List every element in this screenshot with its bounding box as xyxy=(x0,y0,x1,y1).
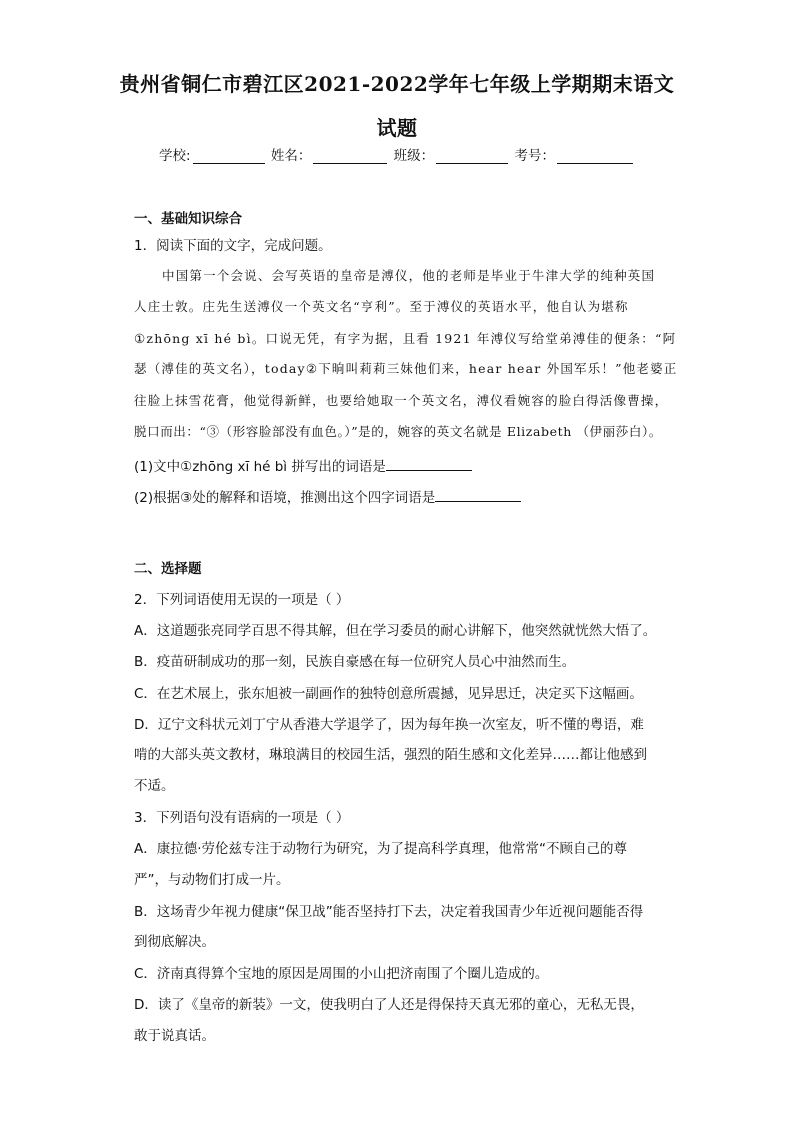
q2-stem: 2．下列词语使用无误的一项是（ ） xyxy=(134,592,350,608)
q1-sub1 xyxy=(134,455,472,475)
q1-stem: 1．阅读下面的文字，完成问题。 xyxy=(134,238,332,254)
q2-option-b: B．疫苗研制成功的那一刻，民族自豪感在每一位研究人员心中油然而生。 xyxy=(134,654,576,670)
q2-option-d: D．辽宁文科状元刘丁宁从香港大学退学了，因为每年换一次室友，听不懂的粤语，难 xyxy=(134,717,644,733)
q3-option-d: D．读了《皇帝的新装》一文，使我明白了人还是得保持天真无邪的童心，无私无畏， xyxy=(134,997,644,1013)
q3-option-a: A．康拉德·劳伦兹专注于动物行为研究，为了提高科学真理，他常常“不顾自己的尊 xyxy=(134,841,628,857)
passage-line: ①zhōng xī hé bì。口说无凭，有字为据，且看 1921 年溥仪写给堂弟溥佳的便条：“阿 xyxy=(134,331,677,346)
exam-no-label: 考号： xyxy=(514,148,555,164)
q3-option-b-continued: 到彻底解决。 xyxy=(134,934,215,950)
q2-option-c: C．在艺术展上，张东旭被一副画作的独特创意所震撼，见异思迁，决定买下这幅画。 xyxy=(134,686,643,702)
passage-line: 中国第一个会说、会写英语的皇帝是溥仪，他的老师是毕业于牛津大学的纯种英国 xyxy=(162,268,656,283)
q3-option-b: B．这场青少年视力健康“保卫战”能否坚持打下去，决定着我国青少年近视问题能否得 xyxy=(134,904,644,920)
passage-line: 人庄士敦。庄先生送溥仪一个英文名“亨利”。至于溥仪的英语水平，他自认为堪称 xyxy=(134,299,629,314)
q2-option-d-continued: 啃的大部头英文教材，琳琅满目的校园生活，强烈的陌生感和文化差异……都让他感到 xyxy=(134,747,647,763)
exam-title-continued: 试题 xyxy=(376,116,418,140)
class-blank[interactable] xyxy=(436,149,508,164)
school-label: 学校: xyxy=(159,148,191,164)
q3-stem: 3．下列语句没有语病的一项是（ ） xyxy=(134,810,350,826)
q1-sub2 xyxy=(134,486,521,506)
exam-no-blank[interactable] xyxy=(557,149,633,164)
passage-line: 瑟（溥佳的英文名），today②下晌叫莉莉三妹他们来，hear hear 外国军乐！”他老婆正 xyxy=(134,361,678,376)
passage-line: 脱口而出：“③（形容脸部没有血色。）”是的，婉容的英文名就是 Elizabeth （伊丽莎白）。 xyxy=(134,424,662,439)
exam-title: 贵州省铜仁市碧江区2021-2022学年七年级上学期期末语文 xyxy=(119,72,675,96)
q3-option-a-continued: 严”，与动物们打成一片。 xyxy=(134,872,290,888)
section1-heading: 一、基础知识综合 xyxy=(134,211,242,227)
answer-blank[interactable] xyxy=(386,458,472,471)
q1-sub2-text: (2)根据③处的解释和语境，推测出这个四字词语是 xyxy=(134,490,436,506)
q1-sub1-text: (1)文中①zhōng xī hé bì 拼写出的词语是 xyxy=(134,459,386,475)
student-info-row xyxy=(0,144,794,164)
section2-heading: 二、选择题 xyxy=(134,561,202,577)
q2-option-d-continued: 不适。 xyxy=(134,778,175,794)
q3-option-c: C．济南真得算个宝地的原因是周围的小山把济南围了个圈儿造成的。 xyxy=(134,966,549,982)
answer-blank[interactable] xyxy=(435,489,521,502)
name-label: 姓名： xyxy=(270,148,312,164)
name-blank[interactable] xyxy=(313,149,387,164)
q2-option-a: A．这道题张亮同学百思不得其解，但在学习委员的耐心讲解下，他突然就恍然大悟了。 xyxy=(134,623,657,639)
school-blank[interactable] xyxy=(193,149,265,164)
passage-line: 往脸上抹雪花膏，他觉得新鲜，也要给她取一个英文名，溥仪看婉容的脸白得活像曹操， xyxy=(134,393,669,408)
q3-option-d-continued: 敢于说真话。 xyxy=(134,1028,215,1044)
class-label: 班级： xyxy=(393,148,435,164)
